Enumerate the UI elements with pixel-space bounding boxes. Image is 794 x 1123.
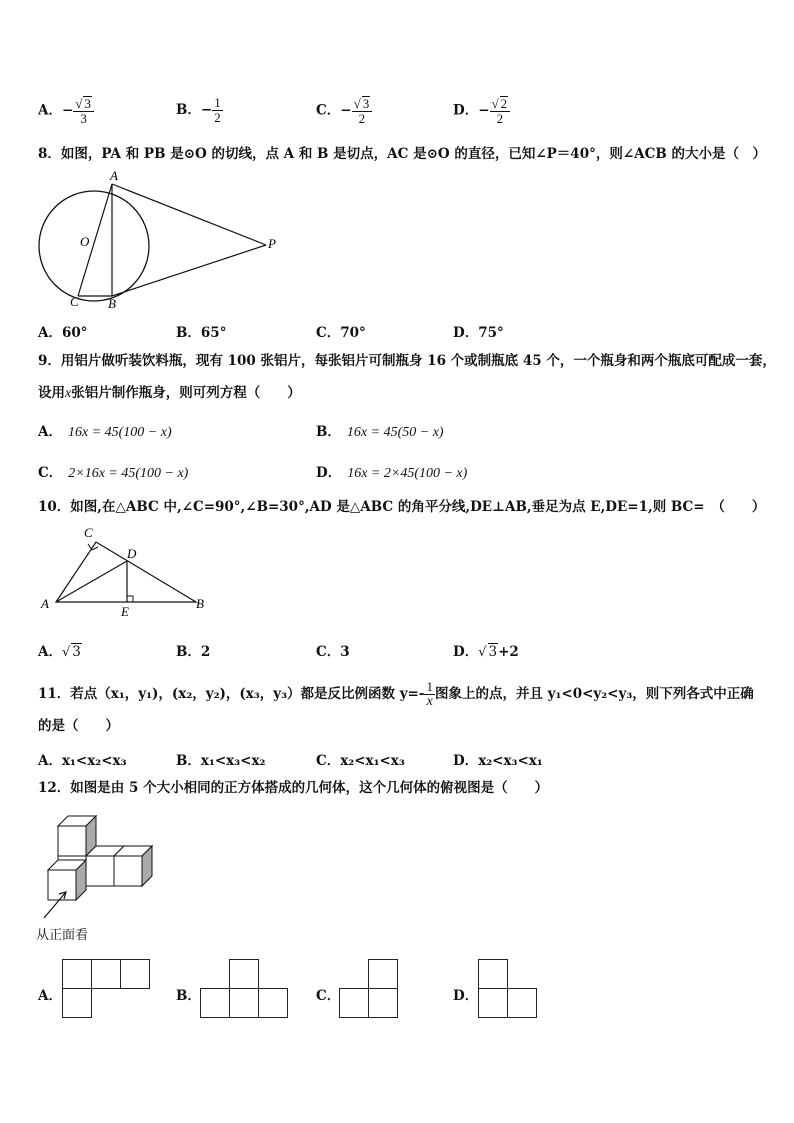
q9-line2-pre: 设用 <box>38 385 65 401</box>
q11-option-b: B．x₁<x₃<x₂ <box>176 753 266 769</box>
grid-cell <box>368 988 398 1018</box>
grid-cell <box>200 988 230 1018</box>
label-c: C <box>84 525 93 540</box>
q11-option-a: A．x₁<x₂<x₃ <box>38 753 127 769</box>
grid-cell <box>478 988 508 1018</box>
q12-option-b-label: B． <box>176 988 201 1004</box>
numerator: 1 <box>214 95 221 110</box>
q12-text: 12．如图是由 5 个大小相同的正方体搭成的几何体，这个几何体的俯视图是（ ） <box>38 780 549 796</box>
q12-option-d-label: D． <box>453 988 479 1004</box>
cube-top <box>58 816 96 856</box>
cube-middle-right-2 <box>114 846 152 886</box>
q10-text: 10．如图,在△ABC 中,∠C=90°,∠B=30°,AD 是△ABC 的角平分线,DE⊥AB,垂足为点 E,DE=1,则 BC= （ ） <box>38 499 766 515</box>
suffix: +2 <box>498 644 519 660</box>
fraction <box>212 96 223 125</box>
radicand: 3 <box>72 644 81 660</box>
q8-option-a: A．60° <box>38 325 88 341</box>
q7-option-c <box>316 96 372 126</box>
option-letter: A． <box>38 424 62 440</box>
q11-line1-post: 图象上的点，并且 y₁<0<y₂<y₃，则下列各式中正确 <box>434 686 754 702</box>
q8-option-d: D．75° <box>453 325 504 341</box>
q9-option-b <box>316 420 444 441</box>
q8-text: 8．如图，PA 和 PB 是⊙O 的切线，点 A 和 B 是切点，AC 是⊙O 的直径，已知∠P＝40°，则∠ACB 的大小是（ ） <box>38 146 766 162</box>
radicand: 2 <box>500 96 508 111</box>
fraction: $\frac{√ 3}{3}$ <box>73 96 94 126</box>
grid-cell <box>229 988 259 1018</box>
label-a: A <box>110 168 118 183</box>
circle-o <box>39 191 149 301</box>
q11-line1 <box>38 680 754 709</box>
label-a: A <box>41 596 49 611</box>
q11-option-c: C．x₂<x₁<x₃ <box>316 753 405 769</box>
grid-cell <box>507 988 537 1018</box>
grid-cell <box>120 959 150 989</box>
q8-option-b: B．65° <box>176 325 227 341</box>
minus-sign: − <box>200 102 213 118</box>
minus-sign: − <box>61 102 74 119</box>
variable-x: x <box>65 386 72 401</box>
q7-option-b <box>176 96 223 125</box>
q10-option-b: B．2 <box>176 644 211 660</box>
grid-cell <box>62 959 92 989</box>
label-p: P <box>268 236 276 251</box>
equation: 16x = 2×45(100 − x) <box>347 466 468 481</box>
q8-figure <box>30 166 290 314</box>
equation: 16x = 45(100 − x) <box>67 425 172 440</box>
minus-sign: − <box>478 102 490 119</box>
q9-line2 <box>38 384 301 403</box>
label-e: E <box>121 604 129 619</box>
q8-option-c: C．70° <box>316 325 366 341</box>
q12-option-c-label: C． <box>316 988 341 1004</box>
q7-option-a <box>38 96 94 126</box>
q10-option-a: A．√ 3 <box>38 644 81 660</box>
front-view-label: 从正面看 <box>36 928 89 943</box>
option-letter: B． <box>176 102 201 118</box>
triangle-abc <box>56 542 196 602</box>
option-letter: D． <box>316 465 342 481</box>
grid-cell <box>368 959 398 989</box>
q11-line1-pre: 11．若点（x₁，y₁)，(x₂，y₂)，(x₃，y₃）都是反比例函数 y=- <box>38 686 425 702</box>
grid-cell <box>62 988 92 1018</box>
q11-line2: 的是（ ） <box>38 718 119 734</box>
equation: 16x = 45(50 − x) <box>346 425 444 440</box>
denominator: 2 <box>496 111 504 126</box>
label-b: B <box>196 596 204 611</box>
option-letter: B． <box>316 424 341 440</box>
tangent-pb <box>112 245 266 296</box>
option-letter: D． <box>453 644 479 660</box>
label-c: C <box>70 294 79 309</box>
tangent-pa <box>112 184 266 245</box>
cube-front <box>48 860 86 900</box>
denominator: 3 <box>80 111 87 126</box>
q11-option-d: D．x₂<x₃<x₁ <box>453 753 543 769</box>
grid-cell <box>91 959 121 989</box>
q9-option-a <box>38 420 172 441</box>
q10-option-d: D．√ 3+2 <box>453 644 519 660</box>
q9-option-c <box>38 461 188 482</box>
grid-cell <box>478 959 508 989</box>
denominator: 2 <box>214 110 221 125</box>
fraction: $\frac{√ 3}{2}$ <box>352 96 373 126</box>
fraction <box>424 680 435 709</box>
option-letter: A． <box>38 102 62 119</box>
option-letter: A． <box>38 644 62 660</box>
option-letter: D． <box>453 102 479 119</box>
equation: 2×16x = 45(100 − x) <box>68 466 189 481</box>
q9-line2-post: 张铝片制作瓶身，则可列方程（ ） <box>71 385 301 401</box>
q10-option-c: C．3 <box>316 644 350 660</box>
label-d: D <box>127 546 137 561</box>
right-angle-e <box>127 596 133 602</box>
label-b: B <box>108 296 116 311</box>
q12-option-a-label: A． <box>38 988 62 1004</box>
q9-line1: 9．用铝片做听装饮料瓶，现有 100 张铝片，每张铝片可制瓶身 16 个或制瓶底 45 个，一个瓶身和两个瓶底可配成一套， <box>38 353 776 369</box>
q10-figure <box>36 524 216 620</box>
grid-cell <box>258 988 288 1018</box>
grid-cell <box>339 988 369 1018</box>
denominator: x <box>426 694 433 709</box>
q12-cube-figure <box>42 810 162 920</box>
fraction: $\frac{√ 2}{2}$ <box>490 96 511 126</box>
numerator: 1 <box>426 679 433 694</box>
radicand: 3 <box>84 96 91 111</box>
radicand: 3 <box>488 644 498 660</box>
grid-cell <box>229 959 259 989</box>
label-o: O <box>80 234 90 249</box>
minus-sign: − <box>340 102 352 119</box>
option-letter: C． <box>316 102 341 119</box>
q7-option-d <box>453 96 510 126</box>
q9-option-d <box>316 461 467 482</box>
option-letter: C． <box>38 465 63 481</box>
denominator: 2 <box>358 111 366 126</box>
bisector-ad <box>56 561 127 602</box>
radicand: 3 <box>362 96 370 111</box>
